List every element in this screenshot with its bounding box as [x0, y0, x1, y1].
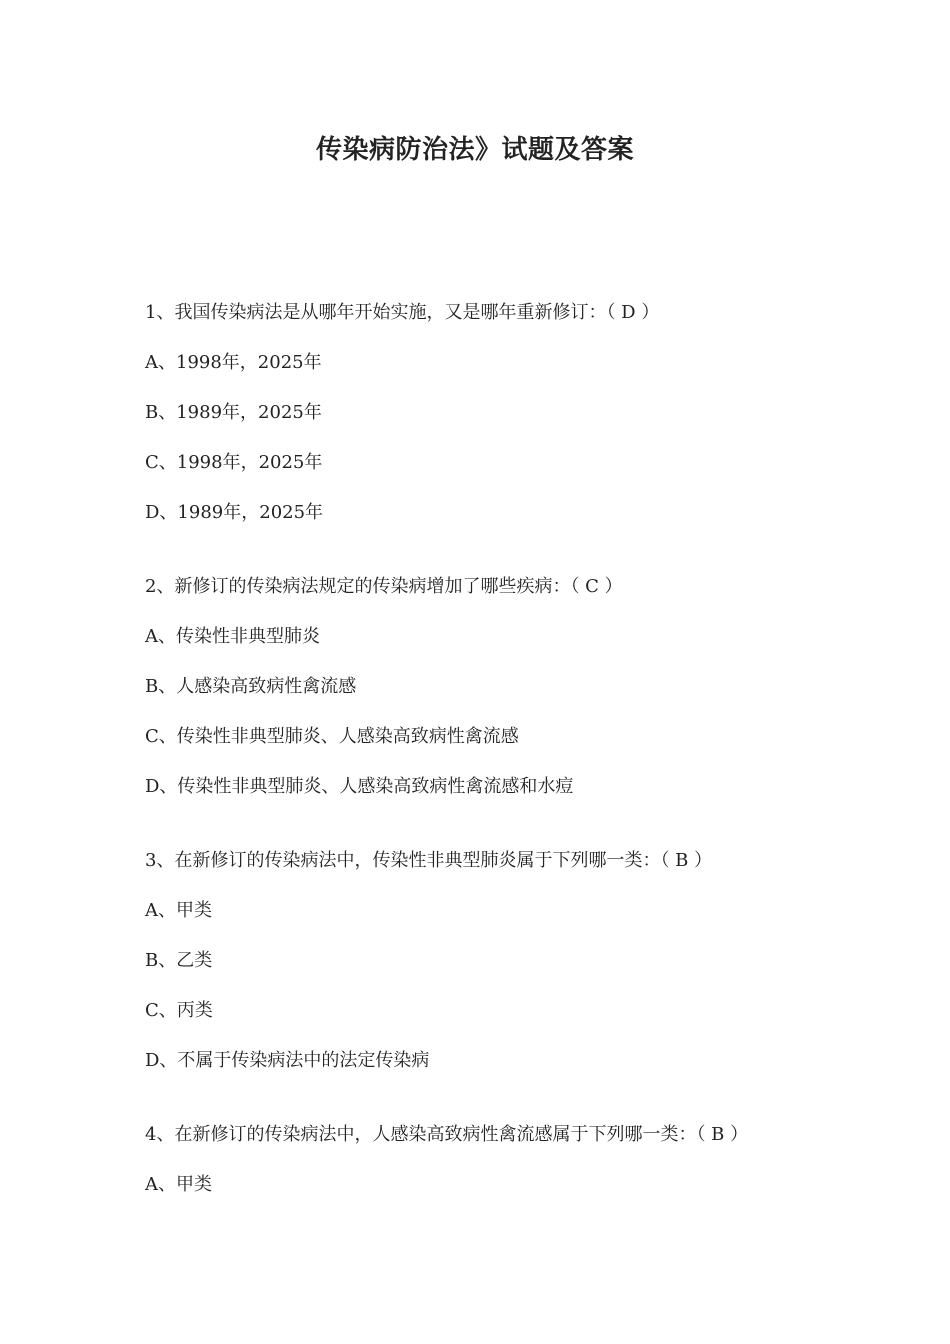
question-3-option-b: B、乙类: [145, 950, 213, 971]
question-1-option-d: D、1989年，2025年: [145, 502, 324, 523]
question-3-option-d: D、不属于传染病法中的法定传染病: [145, 1050, 430, 1071]
question-3-option-c: C、丙类: [145, 1000, 213, 1021]
document-title: 传染病防治法》试题及答案: [315, 135, 634, 165]
question-2-option-c: C、传染性非典型肺炎、人感染高致病性禽流感: [145, 726, 519, 747]
question-4-option-a: A、甲类: [145, 1174, 212, 1195]
question-4-stem: 4、在新修订的传染病法中，人感染高致病性禽流感属于下列哪一类：（ B ）: [145, 1124, 749, 1145]
question-2-option-a: A、传染性非典型肺炎: [145, 626, 320, 647]
question-1-option-c: C、1998年，2025年: [145, 452, 323, 473]
question-3-stem: 3、在新修订的传染病法中，传染性非典型肺炎属于下列哪一类：（ B ）: [145, 850, 713, 871]
question-2-option-d: D、传染性非典型肺炎、人感染高致病性禽流感和水痘: [145, 776, 574, 797]
question-1-option-a: A、1998年，2025年: [145, 352, 322, 373]
question-2-option-b: B、人感染高致病性禽流感: [145, 676, 357, 697]
question-1-option-b: B、1989年，2025年: [145, 402, 322, 423]
question-3-option-a: A、甲类: [145, 900, 212, 921]
question-1-stem: 1、我国传染病法是从哪年开始实施，又是哪年重新修订：（ D ）: [145, 302, 660, 323]
question-2-stem: 2、新修订的传染病法规定的传染病增加了哪些疾病：（ C ）: [145, 576, 623, 597]
